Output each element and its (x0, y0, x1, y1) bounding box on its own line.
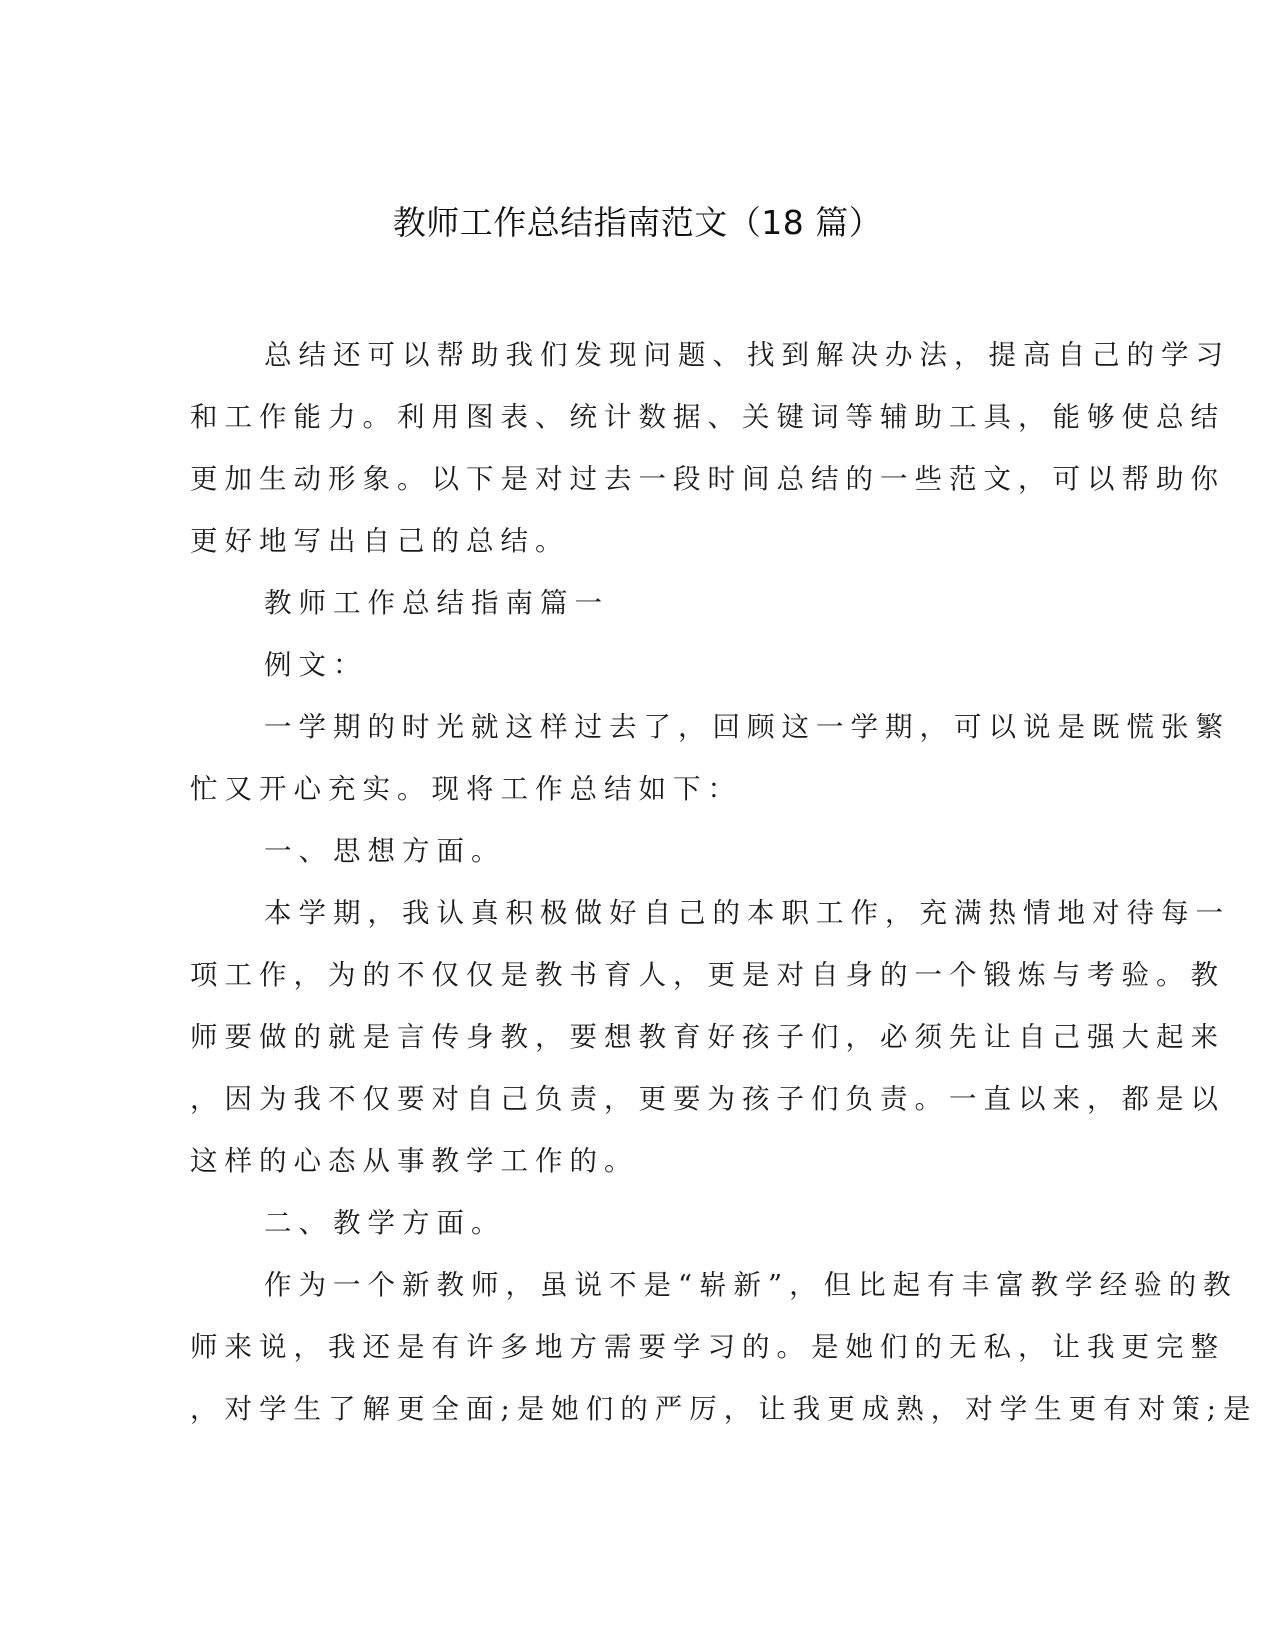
body-line: 作为一个新教师，虽说不是“崭新”，但比起有丰富教学经验的教 (264, 1269, 1238, 1301)
body-line: 和工作能力。利用图表、统计数据、关键词等辅助工具，能够使总结 (190, 401, 1225, 433)
body-line: 这样的心态从事教学工作的。 (190, 1145, 639, 1177)
section-heading: 一、思想方面。 (264, 835, 506, 867)
body-line: 一学期的时光就这样过去了，回顾这一学期，可以说是既慌张繁 (264, 711, 1230, 743)
body-line: 师来说，我还是有许多地方需要学习的。是她们的无私，让我更完整 (190, 1331, 1225, 1363)
body-line: ，对学生了解更全面;是她们的严厉，让我更成熟，对学生更有对策;是 (190, 1393, 1258, 1425)
body-line: 总结还可以帮助我们发现问题、找到解决办法，提高自己的学习 (264, 339, 1230, 371)
section-heading: 二、教学方面。 (264, 1207, 506, 1239)
document-body (190, 324, 1258, 1440)
document-title: 教师工作总结指南范文（18 篇） (392, 203, 883, 242)
section-heading: 教师工作总结指南篇一 (264, 587, 609, 619)
body-line: 本学期，我认真积极做好自己的本职工作，充满热情地对待每一 (264, 897, 1230, 929)
body-line: 例文： (264, 649, 368, 681)
body-line: 更加生动形象。以下是对过去一段时间总结的一些范文，可以帮助你 (190, 463, 1225, 495)
body-line: ，因为我不仅要对自己负责，更要为孩子们负责。一直以来，都是以 (190, 1083, 1225, 1115)
body-line: 师要做的就是言传身教，要想教育好孩子们，必须先让自己强大起来 (190, 1021, 1225, 1053)
body-line: 忙又开心充实。现将工作总结如下： (190, 773, 742, 805)
body-line: 项工作，为的不仅仅是教书育人，更是对自身的一个锻炼与考验。教 (190, 959, 1225, 991)
body-line: 更好地写出自己的总结。 (190, 525, 570, 557)
